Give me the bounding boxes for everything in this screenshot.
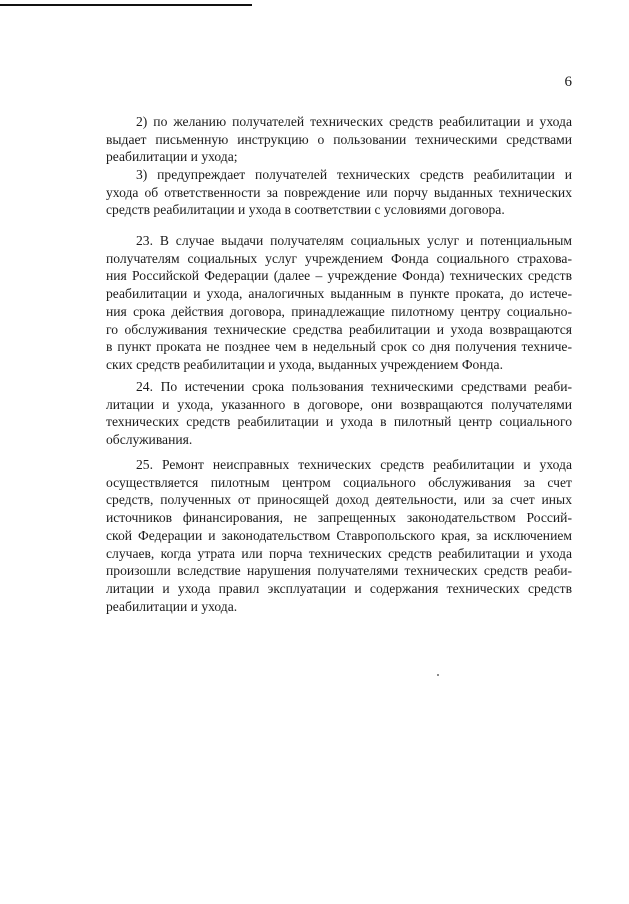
text-line: обслуживания. xyxy=(106,432,193,448)
top-rule xyxy=(0,4,252,6)
text-line: ния Российской Федерации (далее – учреждение Фонда) технических средств xyxy=(106,268,572,284)
text-line: выдает письменную инструкцию о пользовании техническими средствами xyxy=(106,131,572,147)
text-line: средств, полученных от приносящей доход деятельности, или за счет иных xyxy=(106,492,572,508)
text-line: реабилитации и ухода; xyxy=(106,149,238,165)
text-line: 23. В случае выдачи получателям социальных услуг и потенциальным xyxy=(136,233,572,248)
text-line: произошли вследствие нарушения получателями технических средств реаби- xyxy=(106,563,572,579)
paragraph-item-3 xyxy=(106,166,572,219)
text-line: случаев, когда утрата или порча технических средств реабилитации и ухода xyxy=(106,545,572,561)
text-line: 24. По истечении срока пользования техническими средствами реаби- xyxy=(136,379,572,394)
text-line: ухода об ответственности за повреждение или порчу выданных технических xyxy=(106,184,572,200)
scan-speck xyxy=(437,674,439,676)
text-line: в пункт проката не позднее чем в недельный срок со дня получения техниче- xyxy=(106,339,572,355)
text-line: ских средств реабилитации и ухода, выданных учреждением Фонда. xyxy=(106,356,503,372)
paragraph-item-2 xyxy=(106,113,572,166)
page-number: 6 xyxy=(564,74,572,90)
text-line: технических средств реабилитации и ухода в пилотный центр социального xyxy=(106,414,572,430)
text-line: ской Федерации и законодательством Ставропольского края, за исключением xyxy=(106,527,572,543)
paragraph-clause-24 xyxy=(106,378,572,449)
text-line: реабилитации и ухода. xyxy=(106,598,238,614)
text-line: 25. Ремонт неисправных технических средств реабилитации и ухода xyxy=(136,457,572,472)
text-line: 3) предупреждает получателей технических средств реабилитации и xyxy=(136,167,572,182)
paragraph-clause-23 xyxy=(106,232,572,374)
paragraph-clause-25 xyxy=(106,456,572,615)
text-line: 2) по желанию получателей технических средств реабилитации и ухода xyxy=(136,114,572,129)
text-line: реабилитации и ухода, аналогичных выданным в пункте проката, до истече- xyxy=(106,286,572,302)
text-line: го обслуживания технические средства реабилитации и ухода возвращаются xyxy=(106,321,572,337)
text-line: ния срока действия договора, принадлежащие пилотному центру социально- xyxy=(106,303,572,319)
text-line: источников финансирования, не запрещенных законодательством Россий- xyxy=(106,510,572,526)
text-line: осуществляется пилотным центром социального обслуживания за счет xyxy=(106,474,572,490)
text-line: получателям социальных услуг учреждением Фонда социального страхова- xyxy=(106,250,572,266)
text-line: средств реабилитации и ухода в соответствии с условиями договора. xyxy=(106,202,505,218)
text-line: литации и ухода, указанного в договоре, они возвращаются получателями xyxy=(106,396,572,412)
text-line: литации и ухода правил эксплуатации и содержания технических средств xyxy=(106,580,572,596)
